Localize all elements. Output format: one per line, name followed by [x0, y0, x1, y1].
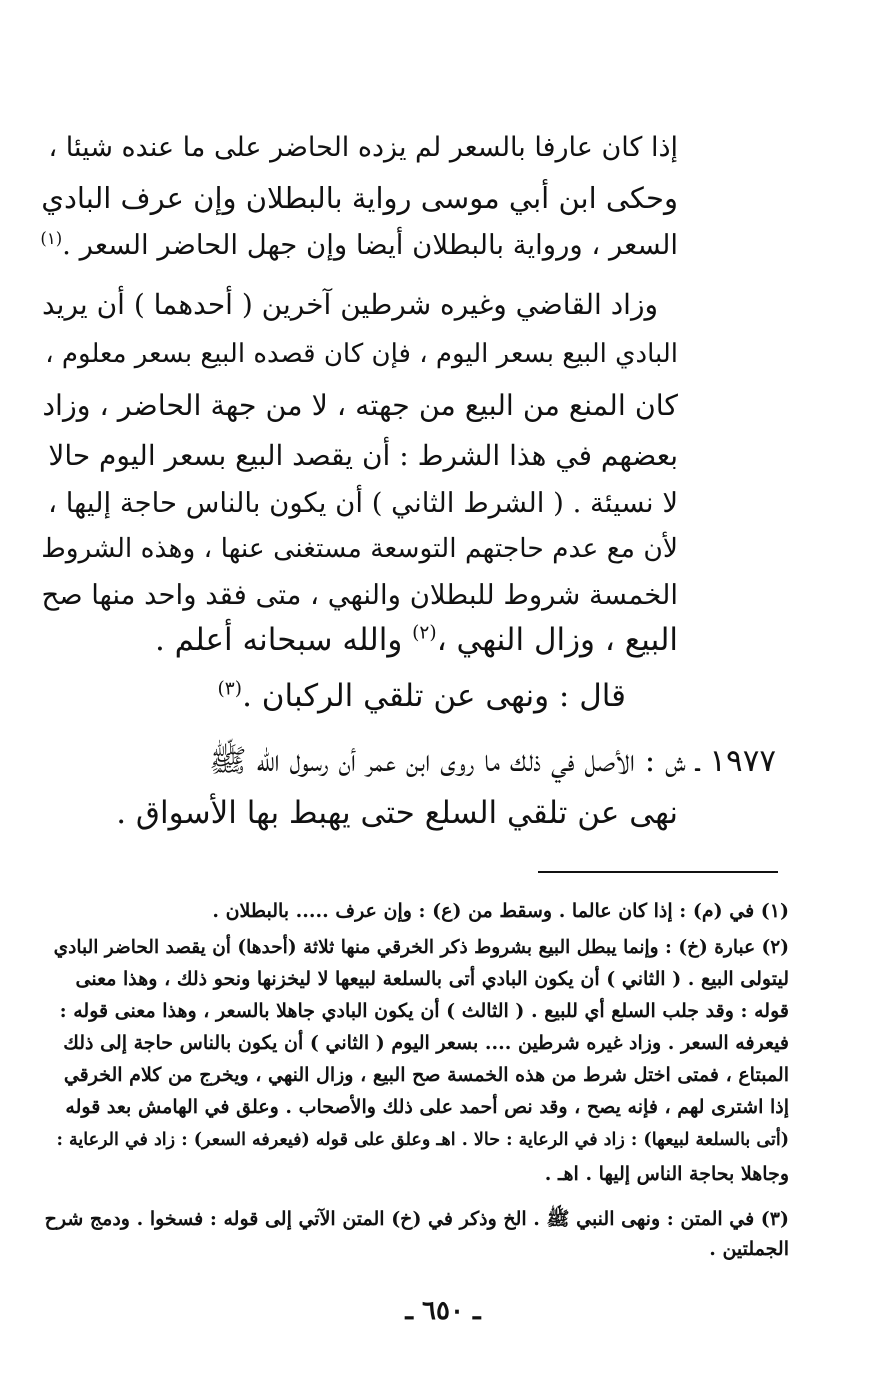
footnote-2-line-4: فيعرفه السعر . وزاد غيره شرطين .... بسعر اليوم ( الثاني ) أن يكون بالناس حاجة إلى ذلك: [63, 1032, 789, 1054]
footnote-2-line-1: (٢) عبارة (خ) : وإنما يبطل البيع بشروط ذكر الخرقي منها ثلاثة (أحدها) أن يقصد الحاضر البادي: [53, 937, 789, 958]
footnote-2-line-2: ليتولى البيع . ( الثاني ) أن يكون البادي أتى بالسلعة لبيعها لا ليخزنها ونحو ذلك ، وهذا معنى: [75, 968, 789, 990]
commentary-line-2: نهى عن تلقي السلع حتى يهبط بها الأسواق .: [116, 795, 678, 831]
p2-line-4: بعضهم في هذا الشرط : أن يقصد البيع بسعر اليوم حالا: [48, 439, 678, 472]
page-number: ـ ٦٥٠ ـ: [405, 1296, 481, 1326]
p1-line-3: [40, 229, 678, 261]
p2-line-6: لأن مع عدم حاجتهم التوسعة مستغنى عنها ، وهذه الشروط: [41, 533, 678, 564]
footnote-2-line-3: قوله : وقد جلب السلع أي للبيع . ( الثالث ) أن يكون البادي جاهلا بالسعر ، وهذا معنى قوله :: [59, 1000, 789, 1022]
p1-line-3-text: السعر ، ورواية بالبطلان أيضا وإن جهل الحاضر السعر .: [62, 229, 678, 261]
p2-line-8: [155, 622, 678, 658]
p2-line-5: لا نسيئة . ( الشرط الثاني ) أن يكون بالناس حاجة إليها ،: [48, 487, 678, 519]
footnote-separator: [538, 871, 778, 873]
commentary-line-1: ١٩٧٧ ـ ش : الأصل في ذلك ما روى ابن عمر أن رسول الله ﷺ: [209, 743, 776, 779]
footnote-2-line-7: (أتى بالسلعة لبيعها) : زاد في الرعاية : حالا . اهـ وعلق على قوله (فيعرفه السعر) : زاد في الرعاية :: [56, 1130, 789, 1150]
p2-line-8-end: والله سبحانه أعلم .: [154, 622, 413, 658]
footnote-3-line-2: الجملتين .: [709, 1238, 789, 1260]
footnote-ref-2: (٢): [412, 622, 437, 644]
footnote-2-line-6: إذا اشترى لهم ، فإنه يصح ، وقد نص أحمد على ذلك والأصحاب . وعلق في الهامش بعد قوله: [65, 1096, 789, 1118]
matn-line: [218, 678, 626, 714]
footnote-2-line-5: المبتاع ، فمتى اختل شرط من هذه الخمسة صح البيع ، وزال النهي ، ويخرج من كلام الخرقي: [63, 1064, 789, 1086]
p2-line-2: البادي البيع بسعر اليوم ، فإن كان قصده البيع بسعر معلوم ،: [45, 339, 678, 369]
footnote-ref-3: (٣): [217, 678, 243, 700]
p2-line-8-text: البيع ، وزال النهي ،: [436, 622, 678, 658]
footnote-2-line-8: وجاهلا بحاجة الناس إليها . اهـ .: [544, 1163, 789, 1185]
p1-line-2: وحكى ابن أبي موسى رواية بالبطلان وإن عرف البادي: [41, 181, 678, 215]
footnote-3-line-1: (٣) في المتن : ونهى النبي ﷺ . الخ وذكر في (خ) المتن الآتي إلى قوله : فسخوا . ودمج شرح: [44, 1208, 789, 1230]
p1-line-1: إذا كان عارفا بالسعر لم يزده الحاضر على ما عنده شيئا ،: [48, 132, 678, 163]
p2-line-7: الخمسة شروط للبطلان والنهي ، متى فقد واحد منها صح: [41, 579, 678, 611]
footnote-1: (١) في (م) : إذا كان عالما . وسقط من (ع) : وإن عرف ..... بالبطلان .: [212, 900, 789, 922]
p2-line-3: كان المنع من البيع من جهته ، لا من جهة الحاضر ، وزاد: [42, 389, 678, 422]
footnote-ref-1: (١): [40, 228, 63, 248]
matn-text: قال : ونهى عن تلقي الركبان .: [242, 678, 626, 714]
p2-line-1: وزاد القاضي وغيره شرطين آخرين ( أحدهما ) أن يريد: [41, 288, 658, 321]
